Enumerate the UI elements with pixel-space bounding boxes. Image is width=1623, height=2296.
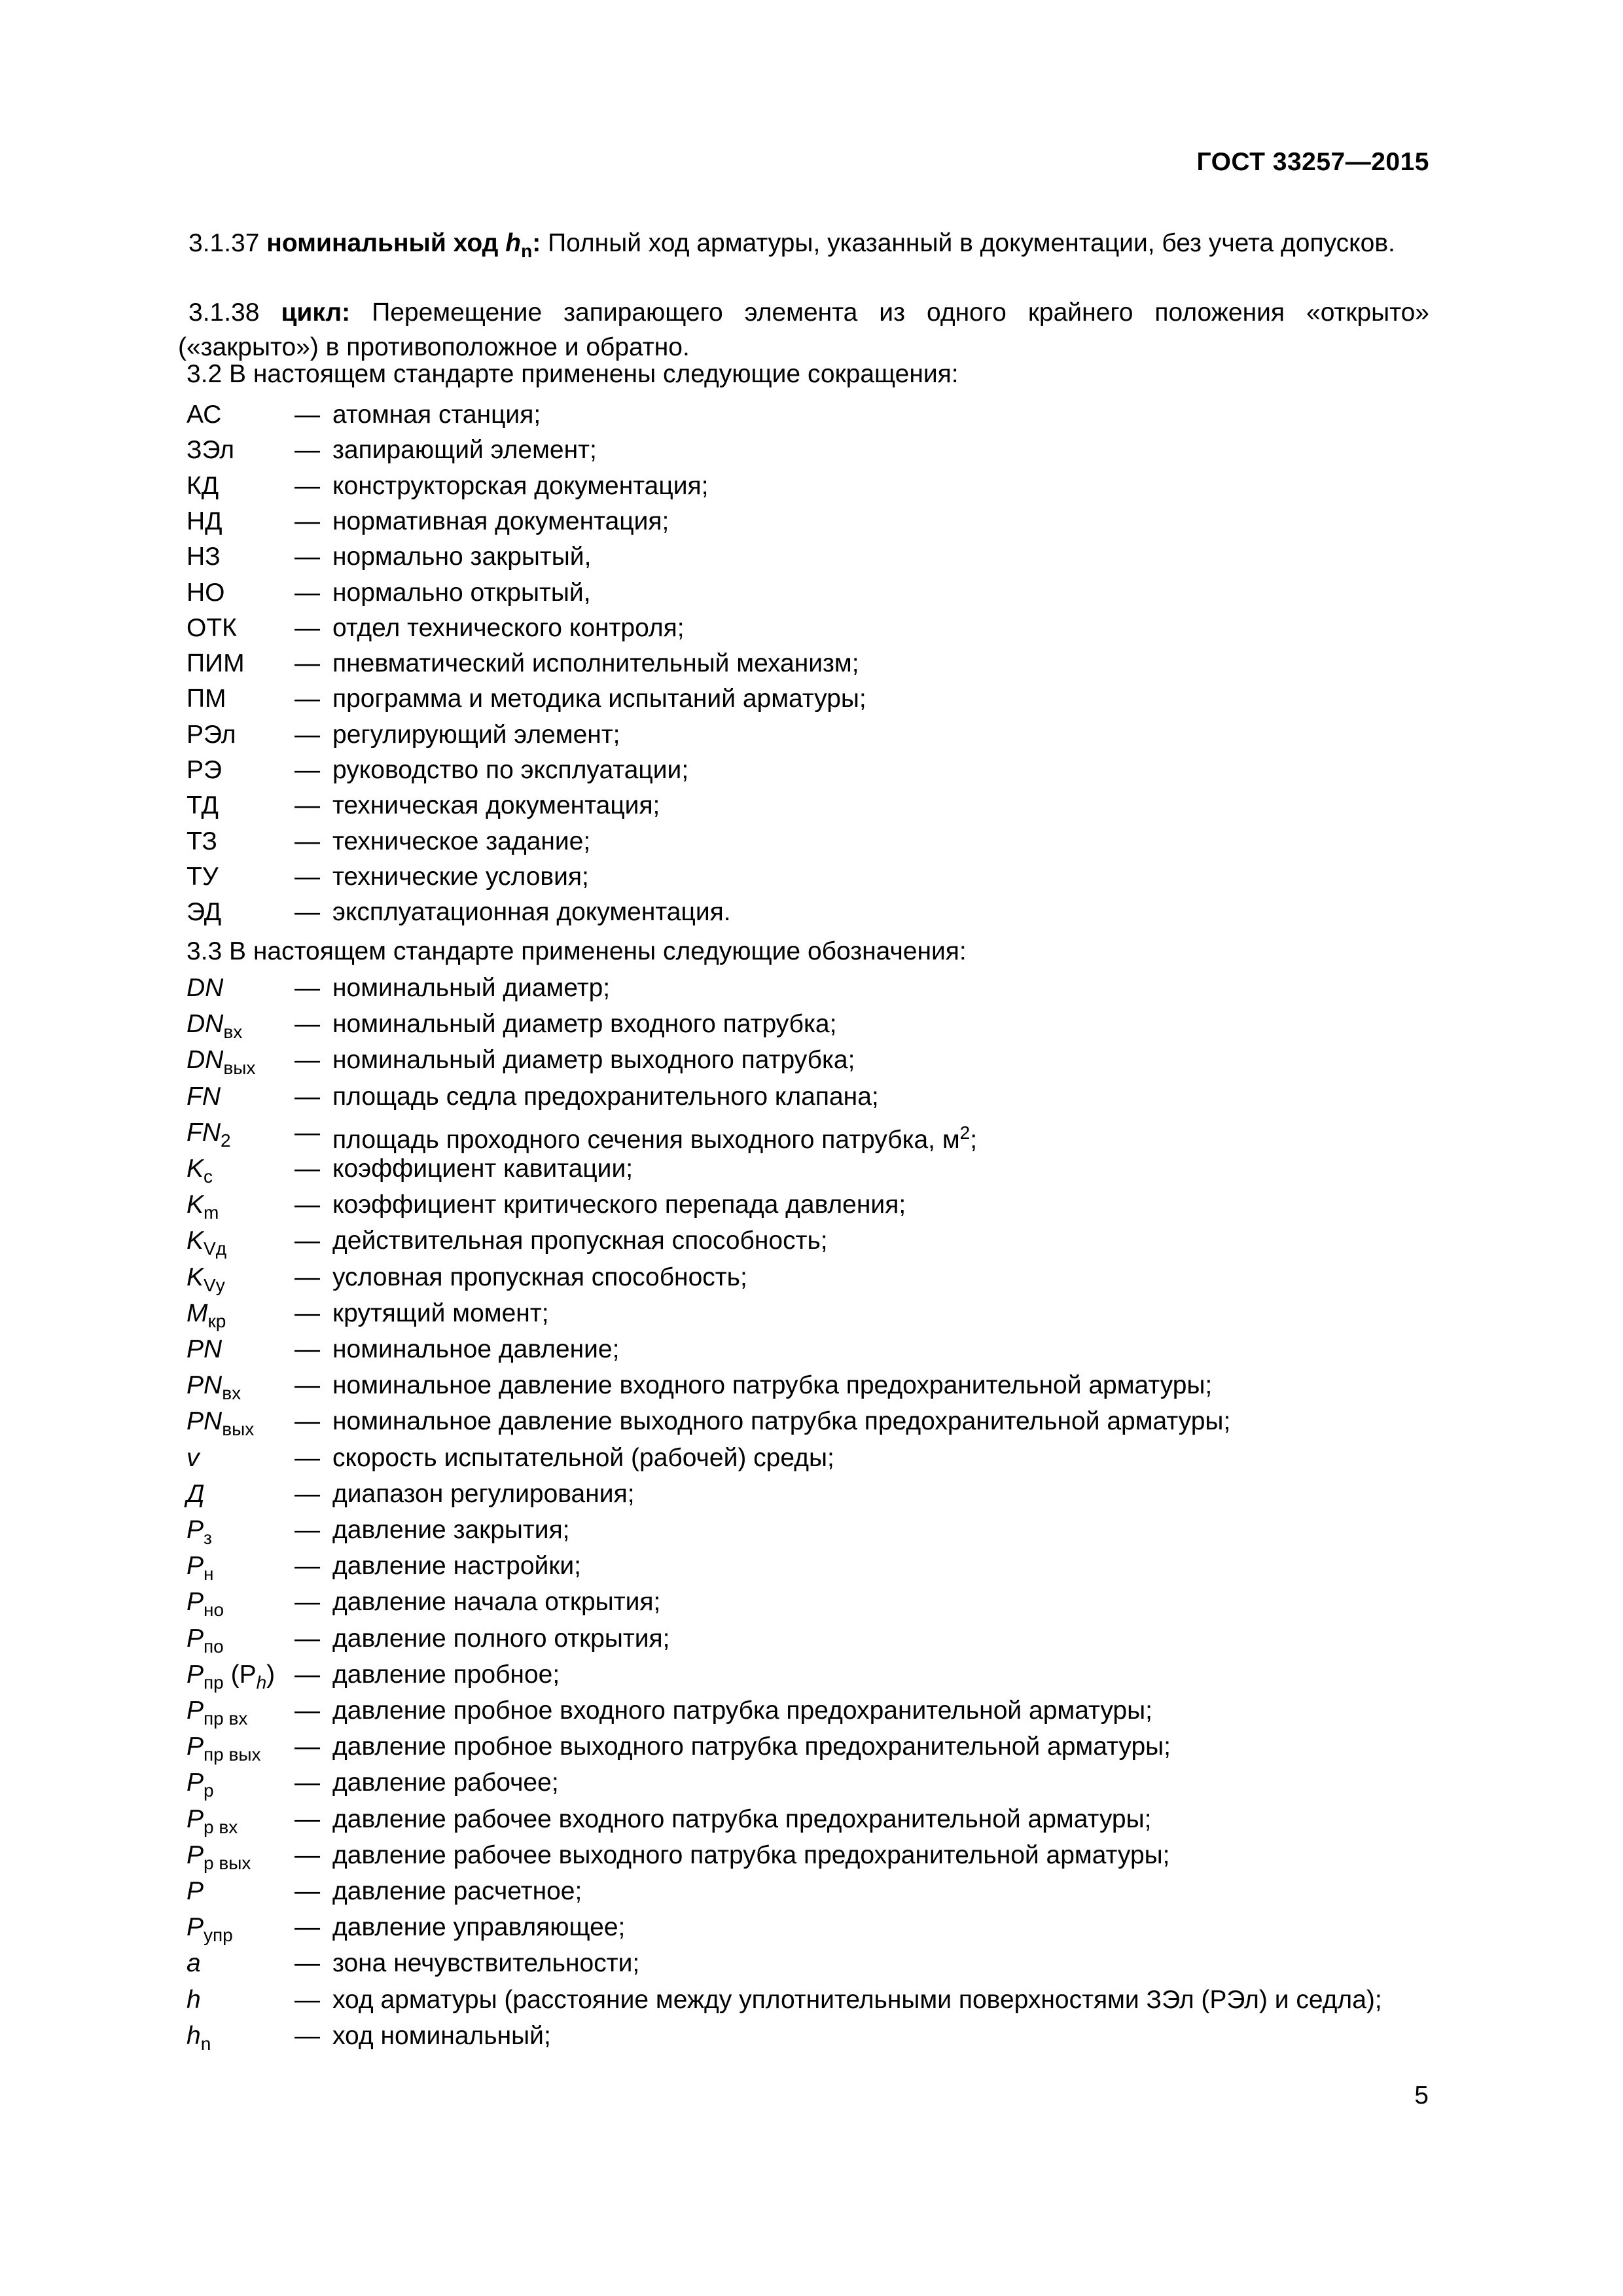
symbol-row	[0, 1260, 1623, 1295]
abbreviation-meaning: техническое задание;	[332, 827, 591, 855]
em-dash: —	[294, 436, 320, 465]
symbol-meaning	[332, 1585, 660, 1620]
symbol-main: DN	[187, 1046, 224, 1075]
symbol-meaning-text: коэффициент критического перепада давления;	[332, 1191, 906, 1219]
abbreviation-meaning: нормально открытый,	[332, 578, 591, 607]
symbol-row	[0, 971, 1623, 1006]
symbol-row	[0, 1441, 1623, 1476]
symbol-meaning	[332, 1043, 855, 1078]
symbol-main: P	[187, 1913, 204, 1942]
symbol-meaning	[332, 1368, 1212, 1403]
symbol-row	[0, 1621, 1623, 1657]
symbol-meaning-text: ход арматуры (расстояние между уплотнительными поверхностями ЗЭл (РЭл) и седла);	[332, 1985, 1382, 2014]
abbreviation-meaning: технические условия;	[332, 862, 589, 891]
em-dash: —	[294, 613, 320, 642]
symbol-meaning-text: площадь седла предохранительного клапана;	[332, 1082, 879, 1111]
abbreviation: ОТК	[187, 613, 237, 642]
em-dash: —	[294, 2021, 320, 2050]
symbol-main: K	[187, 1263, 204, 1291]
symbol-meaning-text: ход номинальный;	[332, 2021, 551, 2050]
symbol-meaning-text: площадь проходного сечения выходного патрубка, м	[332, 1125, 960, 1154]
symbol-main: FN	[187, 1082, 221, 1111]
abbreviation: КД	[187, 471, 219, 500]
symbol-main: PN	[187, 1371, 223, 1400]
abbreviation-row	[0, 717, 1623, 753]
symbol-row	[0, 1657, 1623, 1693]
em-dash: —	[294, 1552, 320, 1581]
symbol-meaning	[332, 1441, 834, 1476]
symbol-main: FN	[187, 1118, 221, 1147]
symbol-meaning-text: давление управляющее;	[332, 1913, 626, 1942]
abbreviation-meaning: пневматический исполнительный механизм;	[332, 649, 859, 678]
symbol-subscript: n	[200, 2033, 211, 2054]
symbol-subscript: вых	[223, 1058, 256, 1079]
symbol-row	[0, 1151, 1623, 1187]
symbol-row	[0, 1585, 1623, 1620]
em-dash: —	[294, 1443, 320, 1472]
symbol	[187, 971, 223, 1006]
symbol-meaning	[332, 1296, 549, 1331]
abbreviation-row	[0, 681, 1623, 717]
symbol-main: a	[187, 1949, 201, 1978]
term: цикл:	[281, 298, 351, 327]
symbol-main: P	[187, 1552, 204, 1581]
symbol-subscript: вх	[223, 1021, 243, 1042]
em-dash: —	[294, 649, 320, 678]
symbol-meaning	[332, 1260, 747, 1295]
symbol-meaning	[332, 1477, 635, 1512]
em-dash: —	[294, 1299, 320, 1327]
abbreviation-row	[0, 788, 1623, 823]
abbreviation: РЭ	[187, 756, 223, 784]
abbreviation: ТД	[187, 791, 219, 820]
symbol	[187, 1441, 200, 1476]
symbol-main: K	[187, 1227, 204, 1255]
standard-code-header: ГОСТ 33257—2015	[1196, 148, 1429, 176]
em-dash: —	[294, 1732, 320, 1761]
symbol-meaning-text: давление пробное выходного патрубка предохранительной арматуры;	[332, 1732, 1171, 1761]
abbreviation-row	[0, 895, 1623, 930]
em-dash: —	[294, 1696, 320, 1725]
symbol-row	[0, 1910, 1623, 1945]
definition-text: Перемещение запирающего элемента из одного крайнего положения «открыто» («закрыто») в противоположное и обратно.	[178, 298, 1429, 361]
em-dash: —	[294, 1263, 320, 1291]
symbol-row	[0, 1946, 1623, 1981]
symbol	[187, 1332, 222, 1367]
em-dash: —	[294, 1155, 320, 1183]
em-dash: —	[294, 1479, 320, 1508]
abbreviation-row	[0, 469, 1623, 504]
definition-3-1-37	[178, 226, 1429, 268]
symbol-meaning	[332, 1332, 619, 1367]
symbol-main: P	[187, 1840, 204, 1869]
abbreviation-row	[0, 575, 1623, 611]
symbol-meaning-text: номинальный диаметр выходного патрубка;	[332, 1046, 855, 1075]
symbol-subscript: вх	[222, 1382, 241, 1403]
symbol-row	[0, 1332, 1623, 1367]
em-dash: —	[294, 1840, 320, 1869]
symbol-meaning-text: давление рабочее;	[332, 1768, 559, 1797]
section-3-2-intro: 3.2 В настоящем стандарте применены следующие сокращения:	[187, 360, 959, 388]
symbol-meaning-text: номинальное давление входного патрубка предохранительной арматуры;	[332, 1371, 1213, 1400]
abbreviation: ЭД	[187, 898, 222, 927]
em-dash: —	[294, 507, 320, 535]
symbol-main: P	[187, 1877, 204, 1905]
symbol-subscript: кр	[207, 1310, 226, 1331]
term-symbol: h	[505, 229, 522, 257]
symbol-main: DN	[187, 1010, 224, 1039]
symbol	[187, 1982, 201, 2018]
symbol-meaning	[332, 1765, 559, 1801]
symbol-meaning	[332, 1874, 582, 1909]
abbreviation: ЗЭл	[187, 436, 235, 465]
symbol-meaning-text: номинальный диаметр;	[332, 974, 611, 1002]
abbreviation-row	[0, 611, 1623, 646]
abbreviation-meaning: нормативная документация;	[332, 507, 669, 535]
symbol-alt-close: )	[266, 1660, 276, 1689]
symbol-row	[0, 1802, 1623, 1837]
em-dash: —	[294, 1804, 320, 1833]
abbreviation-row	[0, 539, 1623, 575]
symbol-meaning	[332, 1729, 1171, 1765]
em-dash: —	[294, 1949, 320, 1978]
symbol-meaning-text: крутящий момент;	[332, 1299, 549, 1327]
symbol-row	[0, 1043, 1623, 1078]
symbol-meaning-text: давление рабочее входного патрубка предохранительной арматуры;	[332, 1804, 1152, 1833]
abbreviation-meaning: запирающий элемент;	[332, 436, 597, 465]
symbol-main: Д	[187, 1479, 205, 1508]
abbreviation-row	[0, 824, 1623, 859]
symbol-row	[0, 1079, 1623, 1115]
symbol-row	[0, 1729, 1623, 1765]
em-dash: —	[294, 1046, 320, 1075]
symbol-row	[0, 1404, 1623, 1439]
symbol-main: P	[187, 1624, 204, 1653]
abbreviation-row	[0, 753, 1623, 788]
symbol	[187, 1079, 221, 1115]
symbol-subscript: пр	[204, 1672, 224, 1693]
symbol-meaning-text: давление начала открытия;	[332, 1588, 661, 1617]
abbreviation-meaning: программа и методика испытаний арматуры;	[332, 685, 866, 713]
em-dash: —	[294, 1191, 320, 1219]
symbol-meaning-text: номинальное давление;	[332, 1335, 620, 1363]
em-dash: —	[294, 1371, 320, 1400]
em-dash: —	[294, 1227, 320, 1255]
symbol-meaning	[332, 1549, 581, 1584]
symbol	[187, 1874, 204, 1909]
abbreviation: ТЗ	[187, 827, 217, 855]
symbol-subscript: р	[204, 1780, 214, 1801]
unit-superscript: 2	[959, 1122, 971, 1143]
abbreviation: НО	[187, 578, 225, 607]
symbol-subscript: р вх	[204, 1816, 238, 1837]
abbreviation-row	[0, 646, 1623, 681]
symbol-meaning	[332, 1657, 560, 1693]
abbreviation: ПИМ	[187, 649, 245, 678]
symbol-meaning-text: номинальное давление выходного патрубка предохранительной арматуры;	[332, 1407, 1231, 1436]
symbol-main: K	[187, 1191, 204, 1219]
symbol-subscript: Vд	[204, 1238, 227, 1259]
symbol-meaning	[332, 1946, 639, 1981]
symbol-main: P	[187, 1588, 204, 1617]
em-dash: —	[294, 471, 320, 500]
symbol-row	[0, 1223, 1623, 1259]
symbol-row	[0, 1368, 1623, 1403]
symbol-alt-subscript: h	[256, 1672, 267, 1693]
em-dash: —	[294, 1335, 320, 1363]
symbol-subscript: н	[204, 1563, 214, 1584]
symbol-meaning-text: скорость испытательной (рабочей) среды;	[332, 1443, 834, 1472]
symbol-meaning	[332, 1802, 1151, 1837]
section-3-3-intro: 3.3 В настоящем стандарте применены следующие обозначения:	[187, 937, 967, 965]
em-dash: —	[294, 720, 320, 749]
symbol-meaning	[332, 1838, 1170, 1873]
symbol-meaning-text: номинальный диаметр входного патрубка;	[332, 1010, 837, 1039]
symbol-subscript: c	[204, 1166, 213, 1187]
symbol-subscript: m	[204, 1202, 219, 1223]
abbreviation: АС	[187, 401, 222, 429]
symbol-subscript: но	[204, 1600, 224, 1621]
page-number: 5	[1414, 2081, 1429, 2109]
em-dash: —	[294, 1010, 320, 1039]
em-dash: —	[294, 974, 320, 1002]
symbol-meaning	[332, 1910, 625, 1945]
symbol-row	[0, 1477, 1623, 1512]
symbol-main: PN	[187, 1335, 223, 1363]
em-dash: —	[294, 898, 320, 927]
symbol-meaning	[332, 1982, 1382, 2018]
abbreviation-meaning: отдел технического контроля;	[332, 613, 685, 642]
symbol-main: M	[187, 1299, 208, 1327]
symbol-main: P	[187, 1660, 204, 1689]
abbreviation-meaning: эксплуатационная документация.	[332, 898, 731, 927]
symbol-subscript: Vу	[204, 1274, 225, 1295]
symbol-subscript: вых	[222, 1419, 255, 1440]
symbol-meaning-text: диапазон регулирования;	[332, 1479, 635, 1508]
symbol-meaning	[332, 1151, 633, 1187]
em-dash: —	[294, 862, 320, 891]
em-dash: —	[294, 685, 320, 713]
em-dash: —	[294, 1913, 320, 1942]
abbreviation-row	[0, 433, 1623, 468]
abbreviation: ПМ	[187, 685, 226, 713]
em-dash: —	[294, 1516, 320, 1544]
em-dash: —	[294, 1768, 320, 1797]
symbol-meaning	[332, 1079, 879, 1115]
symbol-subscript: р вых	[204, 1852, 251, 1873]
abbreviation-row	[0, 504, 1623, 539]
abbreviation-row	[0, 397, 1623, 433]
em-dash: —	[294, 1985, 320, 2014]
symbol-meaning-text: давление пробное входного патрубка предохранительной арматуры;	[332, 1696, 1152, 1725]
symbol-subscript: з	[204, 1527, 212, 1548]
symbol-meaning-text: коэффициент кавитации;	[332, 1155, 633, 1183]
abbreviation: РЭл	[187, 720, 236, 749]
symbol-row	[0, 1549, 1623, 1584]
symbol-main: PN	[187, 1407, 223, 1436]
symbol-row	[0, 1187, 1623, 1223]
em-dash: —	[294, 578, 320, 607]
symbol-main: P	[187, 1804, 204, 1833]
symbol-meaning	[332, 1621, 669, 1657]
symbol	[187, 1946, 201, 1981]
em-dash: —	[294, 1877, 320, 1905]
clause-number: 3.1.37	[188, 229, 260, 257]
symbol-meaning-text: зона нечувствительности;	[332, 1949, 640, 1978]
abbreviation: НЗ	[187, 543, 221, 571]
term: номинальный ход	[266, 229, 499, 257]
abbreviation-meaning: руководство по эксплуатации;	[332, 756, 689, 784]
abbreviation: НД	[187, 507, 223, 535]
symbol-main: K	[187, 1155, 204, 1183]
symbol-meaning-text: давление пробное;	[332, 1660, 560, 1689]
symbol-meaning-end: ;	[970, 1125, 978, 1154]
symbol	[187, 1477, 204, 1512]
em-dash: —	[294, 1407, 320, 1436]
symbol-meaning	[332, 1007, 836, 1042]
symbol-meaning	[332, 2018, 551, 2054]
abbreviation-row	[0, 859, 1623, 895]
symbol-row	[0, 1765, 1623, 1801]
em-dash: —	[294, 543, 320, 571]
abbreviation-meaning: атомная станция;	[332, 401, 541, 429]
symbol-row	[0, 1513, 1623, 1548]
symbol-meaning-text: давление расчетное;	[332, 1877, 582, 1905]
symbol-row	[0, 1838, 1623, 1873]
abbreviation-meaning: регулирующий элемент;	[332, 720, 620, 749]
abbreviation-meaning: нормально закрытый,	[332, 543, 592, 571]
symbol-meaning-text: давление закрытия;	[332, 1516, 570, 1544]
symbol-row	[0, 2018, 1623, 2054]
symbol-main: h	[187, 1985, 201, 2014]
symbol-main: h	[187, 2021, 201, 2050]
symbol-row	[0, 1007, 1623, 1042]
symbol-row	[0, 1982, 1623, 2018]
em-dash: —	[294, 1660, 320, 1689]
em-dash: —	[294, 1118, 320, 1147]
symbol-meaning-text: давление рабочее выходного патрубка предохранительной арматуры;	[332, 1840, 1170, 1869]
em-dash: —	[294, 1624, 320, 1653]
symbol-meaning	[332, 1513, 570, 1548]
abbreviation-meaning: техническая документация;	[332, 791, 660, 820]
symbol-main: P	[187, 1732, 204, 1761]
symbol-meaning	[332, 1187, 906, 1223]
clause-number: 3.1.38	[188, 298, 260, 327]
symbol-row	[0, 1874, 1623, 1909]
symbol-row	[0, 1693, 1623, 1729]
em-dash: —	[294, 756, 320, 784]
em-dash: —	[294, 827, 320, 855]
symbol-main: v	[187, 1443, 200, 1472]
symbol-meaning-text: давление полного открытия;	[332, 1624, 670, 1653]
symbol-main: P	[187, 1696, 204, 1725]
symbol-row	[0, 1296, 1623, 1331]
symbol-main: P	[187, 1768, 204, 1797]
em-dash: —	[294, 791, 320, 820]
symbol-alt: (P	[223, 1660, 257, 1689]
symbol-meaning-text: давление настройки;	[332, 1552, 582, 1581]
symbol-meaning	[332, 1693, 1152, 1729]
em-dash: —	[294, 1588, 320, 1617]
symbol-meaning-text: действительная пропускная способность;	[332, 1227, 828, 1255]
symbol-main: P	[187, 1516, 204, 1544]
symbol-row	[0, 1115, 1623, 1154]
symbol-meaning	[332, 1223, 828, 1259]
symbol	[187, 2018, 211, 2062]
em-dash: —	[294, 1082, 320, 1111]
abbreviation-meaning: конструкторская документация;	[332, 471, 709, 500]
symbol-meaning-text: условная пропускная способность;	[332, 1263, 747, 1291]
symbol-subscript: 2	[221, 1130, 231, 1151]
symbol-subscript: по	[204, 1636, 224, 1657]
symbol-main: DN	[187, 974, 224, 1002]
symbol-meaning	[332, 971, 610, 1006]
symbol-subscript: пр вх	[204, 1708, 248, 1729]
definition-text: Полный ход арматуры, указанный в документации, без учета допусков.	[548, 229, 1395, 257]
term-symbol-sub: n	[521, 240, 533, 261]
symbol-meaning	[332, 1404, 1230, 1439]
term-colon: :	[532, 229, 541, 257]
symbol-subscript: упр	[204, 1924, 233, 1945]
symbol-subscript: пр вых	[204, 1744, 261, 1765]
abbreviation: ТУ	[187, 862, 219, 891]
definition-3-1-38	[178, 295, 1429, 365]
em-dash: —	[294, 401, 320, 429]
